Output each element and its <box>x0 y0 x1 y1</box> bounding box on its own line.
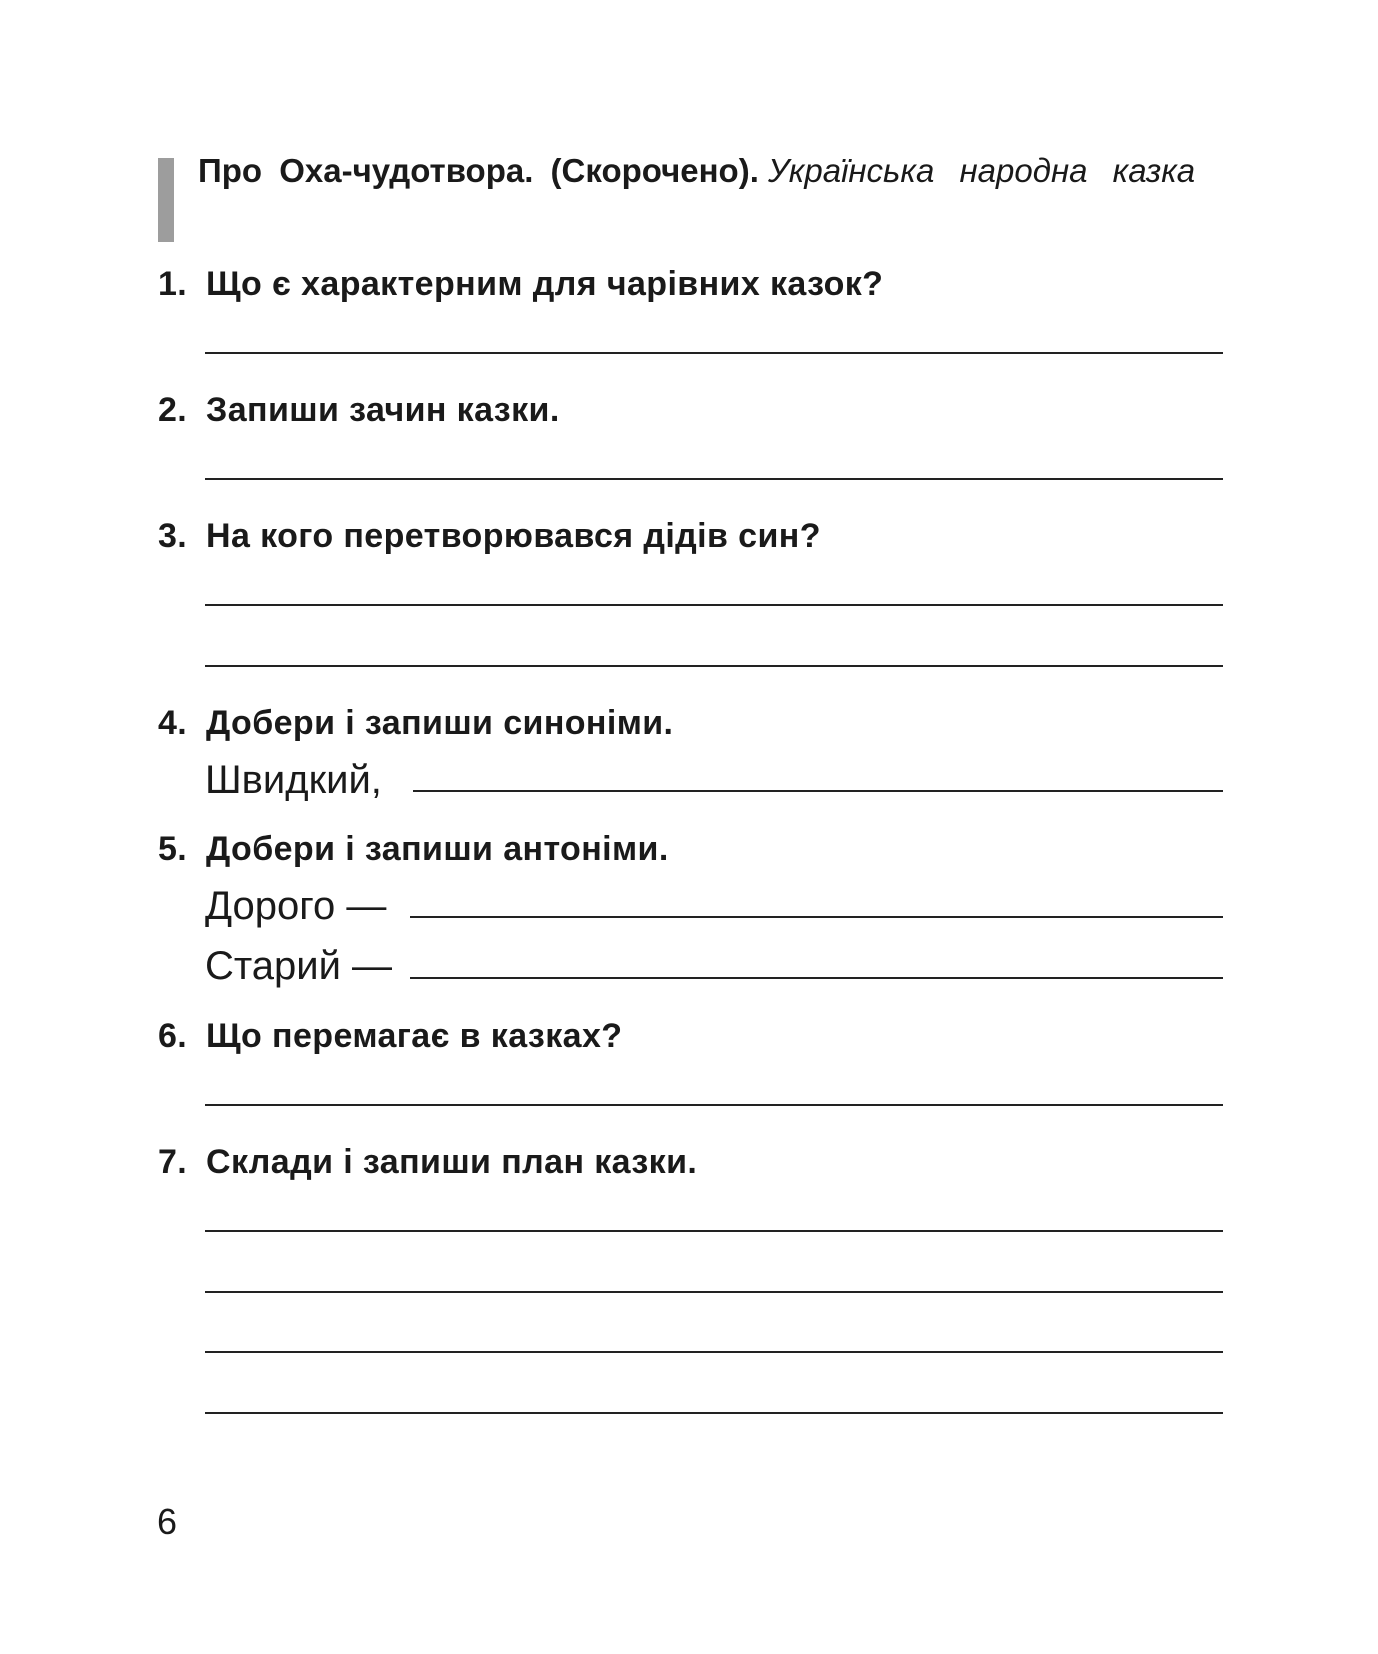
question-text: Запиши зачин казки. <box>206 391 560 429</box>
question-text: Що є характерним для чарівних казок? <box>206 265 884 303</box>
story-header <box>198 148 1222 194</box>
question-7 <box>158 1142 697 1182</box>
question-number: 2. <box>158 391 188 429</box>
question-number: 1. <box>158 265 188 303</box>
answer-line-2[interactable] <box>205 478 1223 480</box>
question-3 <box>158 516 821 556</box>
answer-line-3b[interactable] <box>205 665 1223 667</box>
question-number: 3. <box>158 517 188 555</box>
synonym-prompt-word: Швидкий, <box>205 758 382 802</box>
answer-line-1[interactable] <box>205 352 1223 354</box>
synonym-answer-line[interactable] <box>413 790 1223 792</box>
question-number: 6. <box>158 1017 188 1055</box>
answer-line-7d[interactable] <box>205 1412 1223 1414</box>
question-text: Склади і запиши план казки. <box>206 1143 698 1181</box>
story-title: Про Оха-чудотвора. (Скорочено). <box>198 152 759 189</box>
antonym-answer-line-2[interactable] <box>410 977 1223 979</box>
question-6 <box>158 1016 622 1056</box>
answer-line-6[interactable] <box>205 1104 1223 1106</box>
answer-line-7a[interactable] <box>205 1230 1223 1232</box>
question-text: Добери і запиши антоніми. <box>206 830 669 868</box>
antonym-prompt-word-2: Старий — <box>205 944 393 988</box>
page-number: 6 <box>157 1501 178 1542</box>
question-5 <box>158 829 669 869</box>
antonym-prompt-word-1: Дорого — <box>205 884 387 928</box>
question-number: 4. <box>158 704 188 742</box>
question-number: 5. <box>158 830 188 868</box>
question-1 <box>158 264 883 304</box>
section-accent-bar <box>158 158 174 242</box>
question-4 <box>158 703 673 743</box>
question-number: 7. <box>158 1143 188 1181</box>
answer-line-7c[interactable] <box>205 1351 1223 1353</box>
answer-line-3a[interactable] <box>205 604 1223 606</box>
story-subtitle: Українська народна казка <box>768 152 1196 189</box>
question-text: Що перемагає в казках? <box>206 1017 623 1055</box>
question-2 <box>158 390 560 430</box>
answer-line-7b[interactable] <box>205 1291 1223 1293</box>
antonym-answer-line-1[interactable] <box>410 916 1223 918</box>
question-text: На кого перетворювався дідів син? <box>206 517 821 555</box>
question-text: Добери і запиши синоніми. <box>206 704 674 742</box>
